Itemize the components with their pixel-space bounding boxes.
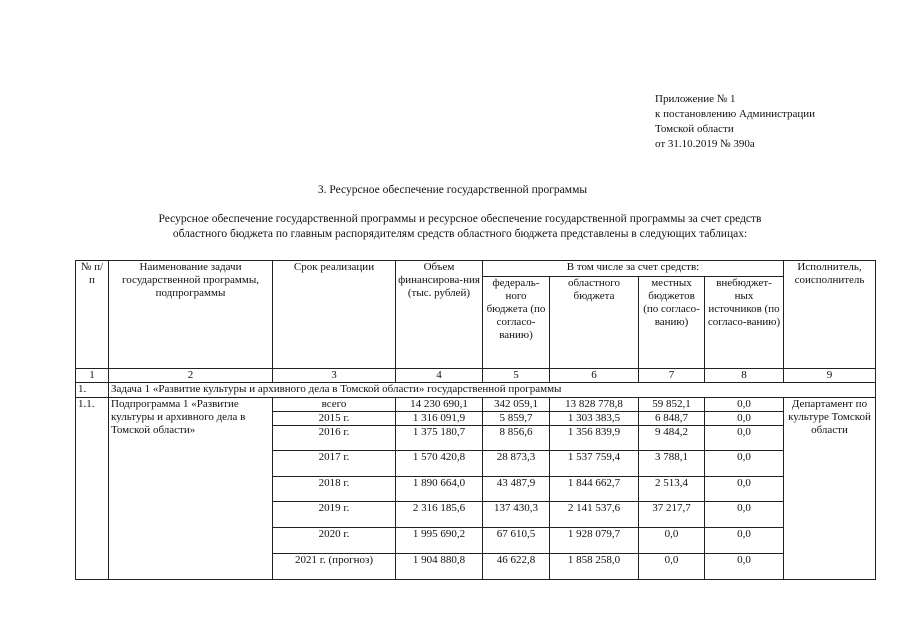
col-number: 2 bbox=[109, 369, 273, 383]
cell-period: всего bbox=[273, 398, 396, 412]
col-number: 1 bbox=[76, 369, 109, 383]
header-num: № п/п bbox=[76, 261, 109, 369]
task-num: 1. bbox=[76, 383, 109, 398]
cell-regional: 1 844 662,7 bbox=[550, 477, 639, 502]
cell-volume: 14 230 690,1 bbox=[396, 398, 483, 412]
col-number: 7 bbox=[639, 369, 705, 383]
header-period: Срок реализации bbox=[273, 261, 396, 369]
subprogram-name: Подпрограмма 1 «Развитие культуры и архивного дела в Томской области» bbox=[109, 398, 273, 580]
cell-local: 59 852,1 bbox=[639, 398, 705, 412]
col-number: 6 bbox=[550, 369, 639, 383]
appendix-block bbox=[655, 92, 815, 152]
cell-local: 0,0 bbox=[639, 554, 705, 580]
cell-federal: 46 622,8 bbox=[483, 554, 550, 580]
cell-federal: 43 487,9 bbox=[483, 477, 550, 502]
cell-extra: 0,0 bbox=[705, 412, 784, 426]
cell-period: 2018 г. bbox=[273, 477, 396, 502]
cell-volume: 1 995 690,2 bbox=[396, 528, 483, 554]
cell-period: 2021 г. (прогноз) bbox=[273, 554, 396, 580]
cell-volume: 1 570 420,8 bbox=[396, 451, 483, 477]
col-number: 8 bbox=[705, 369, 784, 383]
cell-period: 2015 г. bbox=[273, 412, 396, 426]
cell-federal: 5 859,7 bbox=[483, 412, 550, 426]
cell-extra: 0,0 bbox=[705, 477, 784, 502]
section-title: 3. Ресурсное обеспечение государственной программы bbox=[317, 184, 588, 196]
header-federal: федераль-ного бюджета (по согласо-ванию) bbox=[483, 277, 550, 369]
cell-extra: 0,0 bbox=[705, 426, 784, 451]
task-text: Задача 1 «Развитие культуры и архивного дела в Томской области» государственной программы bbox=[109, 383, 876, 398]
cell-period: 2020 г. bbox=[273, 528, 396, 554]
cell-local: 2 513,4 bbox=[639, 477, 705, 502]
cell-local: 37 217,7 bbox=[639, 502, 705, 528]
intro-line: областного бюджета по главным распорядителям средств областного бюджета представлены в следующих таблицах: bbox=[172, 228, 748, 240]
intro-line: Ресурсное обеспечение государственной программы и ресурсное обеспечение государственной программы за счет средств bbox=[158, 213, 762, 225]
col-number: 3 bbox=[273, 369, 396, 383]
col-number: 5 bbox=[483, 369, 550, 383]
header-extra: внебюджет-ных источников (по согласо-ванию) bbox=[705, 277, 784, 369]
cell-extra: 0,0 bbox=[705, 554, 784, 580]
cell-regional: 1 356 839,9 bbox=[550, 426, 639, 451]
cell-federal: 28 873,3 bbox=[483, 451, 550, 477]
task-row bbox=[76, 383, 876, 398]
header-regional: областного бюджета bbox=[550, 277, 639, 369]
cell-extra: 0,0 bbox=[705, 502, 784, 528]
cell-volume: 1 904 880,8 bbox=[396, 554, 483, 580]
col-number: 4 bbox=[396, 369, 483, 383]
cell-volume: 1 316 091,9 bbox=[396, 412, 483, 426]
cell-regional: 1 858 258,0 bbox=[550, 554, 639, 580]
cell-federal: 342 059,1 bbox=[483, 398, 550, 412]
cell-local: 6 848,7 bbox=[639, 412, 705, 426]
cell-regional: 1 303 383,5 bbox=[550, 412, 639, 426]
cell-extra: 0,0 bbox=[705, 528, 784, 554]
cell-regional: 13 828 778,8 bbox=[550, 398, 639, 412]
cell-volume: 2 316 185,6 bbox=[396, 502, 483, 528]
cell-regional: 1 537 759,4 bbox=[550, 451, 639, 477]
cell-extra: 0,0 bbox=[705, 451, 784, 477]
appendix-line: Томской области bbox=[655, 123, 734, 135]
cell-period: 2016 г. bbox=[273, 426, 396, 451]
table-row bbox=[76, 398, 876, 412]
column-number-row bbox=[76, 369, 876, 383]
cell-regional: 1 928 079,7 bbox=[550, 528, 639, 554]
intro-text bbox=[90, 212, 830, 242]
cell-period: 2019 г. bbox=[273, 502, 396, 528]
cell-federal: 137 430,3 bbox=[483, 502, 550, 528]
col-number: 9 bbox=[784, 369, 876, 383]
cell-volume: 1 890 664,0 bbox=[396, 477, 483, 502]
executor-cell: Департамент по культуре Томской области bbox=[784, 398, 876, 580]
cell-local: 0,0 bbox=[639, 528, 705, 554]
subprogram-num: 1.1. bbox=[76, 398, 109, 580]
cell-federal: 67 610,5 bbox=[483, 528, 550, 554]
cell-extra: 0,0 bbox=[705, 398, 784, 412]
appendix-line: к постановлению Администрации bbox=[655, 108, 816, 120]
resource-table bbox=[75, 260, 876, 580]
header-row bbox=[76, 261, 876, 277]
cell-local: 3 788,1 bbox=[639, 451, 705, 477]
header-executor: Исполнитель, соисполнитель bbox=[784, 261, 876, 369]
appendix-line: Приложение № 1 bbox=[655, 93, 736, 105]
header-local: местных бюджетов (по согласо-ванию) bbox=[639, 277, 705, 369]
appendix-line: от 31.10.2019 № 390а bbox=[655, 138, 755, 150]
cell-period: 2017 г. bbox=[273, 451, 396, 477]
header-including: В том числе за счет средств: bbox=[483, 261, 784, 277]
header-volume: Объем финансирова-ния (тыс. рублей) bbox=[396, 261, 483, 369]
cell-volume: 1 375 180,7 bbox=[396, 426, 483, 451]
header-name: Наименование задачи государственной программы, подпрограммы bbox=[109, 261, 273, 369]
cell-local: 9 484,2 bbox=[639, 426, 705, 451]
cell-federal: 8 856,6 bbox=[483, 426, 550, 451]
cell-regional: 2 141 537,6 bbox=[550, 502, 639, 528]
